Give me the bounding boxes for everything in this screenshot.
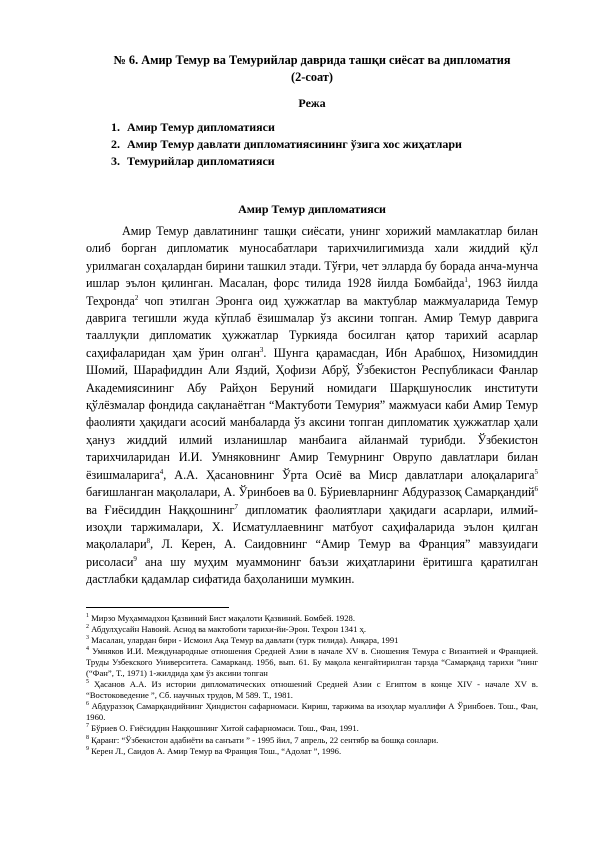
paragraph-text: ва Ғиёсиддин Наққошнинг xyxy=(86,502,235,517)
footnote-number: 3 xyxy=(86,634,89,641)
footnote-number: 4 xyxy=(86,645,89,652)
title-line-2: (2-соат) xyxy=(291,70,333,84)
paragraph-text: . Шунга қарамасдан, Ибн Арабшоҳ, Низомиддин Шомий, Шарафиддин Али Яздий, Ҳофизи Абрў, Ўзбекистон Республикаси Фанлар Академиясининг Абу Райҳон Беруний номидаги Шарқшунослик институти қўлёзмалар фондида сақланаётган “Мактуботи Темурия” мажмуаси каби Амир Темур фаолияти ҳақидаги асосий манбаларда ўз аксини топган дипломатик ҳужжатлар ҳали ҳануз жиддий илмий изланишлар манбаига айланмай турибди. Ўзбекистон тарихчиларидан И.И. Умняковнинг Амир Темурнинг Оврупо давлатлари билан ёзишмаларига xyxy=(86,345,538,482)
document-page xyxy=(86,52,538,757)
footnote-number: 6 xyxy=(86,701,89,708)
footnote-text: Қаранг: “Ўзбекистон адабиёти ва санъати ” - 1995 йил, 7 апрель, 22 сентябр ва бошқа сонлари. xyxy=(89,734,439,745)
footnote xyxy=(86,635,538,646)
plan-item-label: Амир Темур давлати дипломатиясининг ўзига хос жиҳатлари xyxy=(127,137,462,151)
footnote xyxy=(86,646,538,679)
plan-item-label: Темурийлар дипломатияси xyxy=(127,154,275,168)
footnote xyxy=(86,613,538,624)
footnote-text: Абдураззоқ Самарқандийнинг Ҳиндистон сафарномаси. Кириш, таржима ва изоҳлар муаллифи А Ўринбоев. Тош., Фан, 1960. xyxy=(86,701,538,723)
paragraph-text: , А.А. Ҳасановнинг Ўрта Осиё ва Миср давлатлари алоқаларига xyxy=(163,467,535,482)
paragraph-text: чоп этилган Эронга оид ҳужжатлар ва мактублар мажмуаларида Темур даврига тегишли жуда кўплаб ёзишмалар ўз аксини топган. Амир Темур даврига тааллуқли дипломатик ҳужжатлар Туркияда босилган қатор тарихий асарлар саҳифаларидан ҳам ўрин олган xyxy=(86,293,538,360)
footnote-text: Бўриев О. Ғиёсиддин Наққошнинг Хитой сафарномаси. Тош., Фан, 1991. xyxy=(89,723,359,734)
footnote-text: Керен Л., Саидов А. Амир Темур ва Франция Тош., “Адолат ”, 1996. xyxy=(89,745,342,756)
footnote-text: Масалан, улардан бири - Исмоил Ақа Темур ва давлати (турк тилида). Анқара, 1991 xyxy=(89,634,399,645)
paragraph-text: бағишланган мақолалари, А. Ўринбоев ва 0. Бўриевларнинг Абдураззоқ Самарқандий xyxy=(86,485,535,500)
footnote-ref: 8 xyxy=(146,537,151,546)
footnote-number: 8 xyxy=(86,734,89,741)
plan-item xyxy=(123,153,538,170)
footnote-ref: 4 xyxy=(159,467,164,476)
plan-item-label: Амир Темур дипломатияси xyxy=(127,120,275,134)
footnote xyxy=(86,735,538,746)
footnote-number: 5 xyxy=(86,679,89,686)
plan-item xyxy=(123,136,538,153)
footnote-ref: 2 xyxy=(134,293,139,302)
body-paragraph xyxy=(86,223,538,589)
plan-heading: Режа xyxy=(298,96,326,110)
footnote xyxy=(86,746,538,757)
footnote-number: 2 xyxy=(86,623,89,630)
footnote xyxy=(86,624,538,635)
footnote-text: Мирзо Муҳаммадхон Қазвиний Бист мақалоти Қазвиний. Бомбей. 1928. xyxy=(89,612,355,623)
footnote-number: 1 xyxy=(86,612,89,619)
footnote-ref: 1 xyxy=(464,276,468,285)
paragraph-text: дипломатик фаолиятлари ҳақидаги асарлари, илмий-изоҳли таржималари, Х. Исматуллаевнинг матбуот саҳифаларида эълон қилган мақолалари xyxy=(86,502,538,552)
plan-item xyxy=(123,119,538,136)
footnote xyxy=(86,701,538,723)
footnote-ref: 6 xyxy=(534,485,538,494)
footnote-number: 7 xyxy=(86,723,89,730)
paragraph-text: , Л. Керен, А. Саидовнинг “Амир Темур ва Франция” мавзуидаги рисоласи xyxy=(86,537,538,569)
footnote xyxy=(86,723,538,734)
footnote-number: 9 xyxy=(86,745,89,752)
footnote xyxy=(86,679,538,701)
footnote-ref: 3 xyxy=(259,345,264,354)
section-heading: Амир Темур дипломатияси xyxy=(238,202,386,216)
footnote-separator xyxy=(86,607,229,608)
document-title xyxy=(86,52,538,86)
paragraph-text: Амир Темур давлатининг ташқи сиёсати, унинг хорижий мамлакатлар билан олиб борган дипломатик муносабатлари тарихчилигимизда хали жиддий қўл урилмаган соҳалардан бирини ташкил этади. Тўғри, чет элларда бу борада анча-мунча ишлар эълон қилинган. Масалан, форс тилида 1928 йилда Бомбайда xyxy=(86,224,538,291)
footnote-text: Абдулҳусайн Навоий. Аснод ва мактоботи тарихи-йи-Эрон. Теҳрон 1341 ҳ. xyxy=(89,623,366,634)
plan-list xyxy=(86,119,538,170)
footnote-text: Умняков И.И. Международные отношения Средней Азии в начале XV в. Сношения Темура с Византией и Францией. Труды Узбекского Университета. Самарканд. 1956, вып. 61. Бу мақола кенгайтирилган тарзда “Самарқанд тарихи ”нинг (“Фан”, Т., 1971) 1-жилдида ҳам ўз аксини топган xyxy=(86,645,538,678)
paragraph-text: , 1963 йилда Теҳронда xyxy=(86,276,538,308)
footnotes xyxy=(86,613,538,757)
footnote-ref: 9 xyxy=(133,554,137,563)
footnote-text: Ҳасанов А.А. Из истории дипломатических отношений Средней Азии с Египтом в конце XIV - начале XV в. “Востоковедение ”, Сб. научных трудов, М 589. Т., 1981. xyxy=(86,679,538,701)
footnote-ref: 7 xyxy=(234,502,239,511)
paragraph-text: ана шу муҳим муаммонинг баъзи жиҳатларини ёритишга қаратилган дастлабки қадамлар сифатида баҳоланиши мумкин. xyxy=(86,554,538,587)
title-line-1: № 6. Амир Темур ва Темурийлар даврида ташқи сиёсат ва дипломатия xyxy=(113,53,511,67)
footnote-ref: 5 xyxy=(534,467,538,476)
